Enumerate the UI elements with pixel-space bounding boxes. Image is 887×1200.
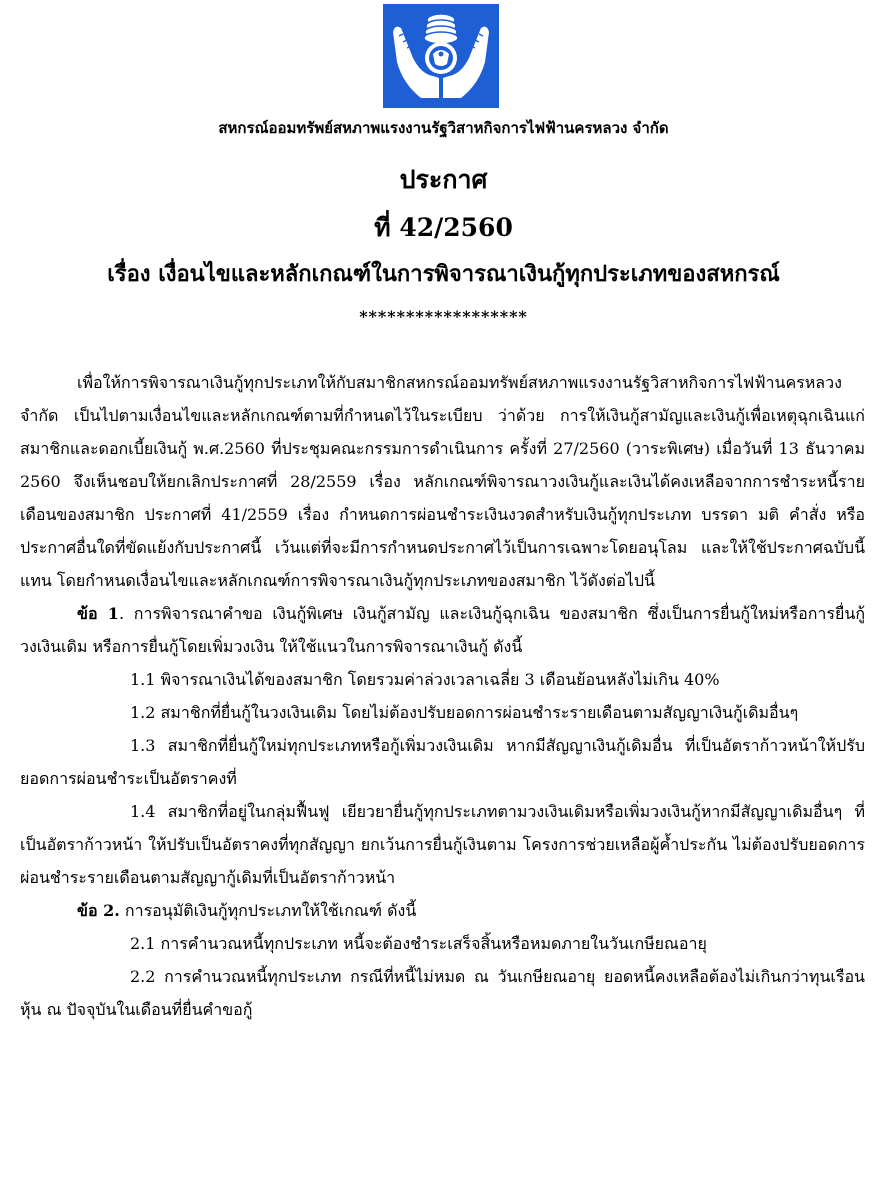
intro-paragraph: เพื่อให้การพิจารณาเงินกู้ทุกประเภทให้กับสมาชิกสหกรณ์ออมทรัพย์สหภาพแรงงานรัฐวิสาหกิจการไฟฟ้านครหลวง จำกัด เป็นไปตามเงื่อนไขและหลักเกณฑ์ตามที่กำหนดไว้ในระเบียบ ว่าด้วย การให้เงินกู้สามัญและเงินกู้เพื่อเหตุฉุกเฉินแก่สมาชิกและดอกเบี้ยเงินกู้ พ.ศ.2560 ที่ประชุมคณะกรรมการดำเนินการ ครั้งที่ 27/2560 (วาระพิเศษ) เมื่อวันที่ 13 ธันวาคม 2560 จึงเห็นชอบให้ยกเลิกประกาศที่ 28/2559 เรื่อง หลักเกณฑ์พิจารณาวงเงินกู้และเงินได้คงเหลือจากการชำระหนี้รายเดือนของสมาชิก ประกาศที่ 41/2559 เรื่อง กำหนดการผ่อนชำระเงินงวดสำหรับเงินกู้ทุกประเภท บรรดา มติ คำสั่ง หรือประกาศอื่นใดที่ขัดแย้งกับประกาศนี้ เว้นแต่ที่จะมีการกำหนดประกาศไว้เป็นการเฉพาะโดยอนุโลม และให้ใช้ประกาศฉบับนี้แทน โดยกำหนดเงื่อนไขและหลักเกณฑ์การพิจารณาเงินกู้ทุกประเภทของสมาชิก ไว้ดังต่อไปนี้	[20, 373, 865, 590]
clause-1-text: . การพิจารณาคำขอ เงินกู้พิเศษ เงินกู้สามัญ และเงินกู้ฉุกเฉิน ของสมาชิก ซึ่งเป็นการยื่นกู้ใหม่หรือการยื่นกู้วงเงินเดิม หรือการยื่นกู้โดยเพิ่มวงเงิน ให้ใช้แนวในการพิจารณาเงินกู้ ดังนี้	[20, 604, 866, 656]
clause-1-item: 1.4 สมาชิกที่อยู่ในกลุ่มฟื้นฟู เยียวยายื่นกู้ทุกประเภทตามวงเงินเดิมหรือเพิ่มวงเงินกู้หากมีสัญญาเดิมอื่นๆ ที่เป็นอัตราก้าวหน้า ให้ปรับเป็นอัตราคงที่ทุกสัญญา ยกเว้นการยื่นกู้เงินตาม โครงการช่วยเหลือผู้ค้ำประกัน ไม่ต้องปรับยอดการผ่อนชำระรายเดือนตามสัญญากู้เดิมที่เป็นอัตราก้าวหน้า	[20, 802, 865, 887]
clause-1-item: 1.1 พิจารณาเงินได้ของสมาชิก โดยรวมค่าล่วงเวลาเฉลี่ย 3 เดือนย้อนหลังไม่เกิน 40%	[130, 670, 720, 689]
clause-1-item: 1.3 สมาชิกที่ยื่นกู้ใหม่ทุกประเภทหรือกู้เพิ่มวงเงินเดิม หากมีสัญญาเงินกู้เดิมอื่น ที่เป็นอัตราก้าวหน้าให้ปรับยอดการผ่อนชำระเป็นอัตราคงที่	[20, 736, 865, 788]
clause-2-text: การอนุมัติเงินกู้ทุกประเภทให้ใช้เกณฑ์ ดังนี้	[119, 901, 417, 920]
announcement-subject: เรื่อง เงื่อนไขและหลักเกณฑ์ในการพิจารณาเงินกู้ทุกประเภทของสหกรณ์	[107, 261, 780, 287]
clause-1-label: ข้อ 1	[77, 604, 119, 623]
announcement-number: ที่ 42/2560	[374, 213, 513, 242]
announcement-title: ประกาศ	[399, 165, 488, 194]
clause-1	[20, 597, 865, 663]
separator: ******************	[359, 307, 528, 326]
clause-2-item: 2.2 การคำนวณหนี้ทุกประเภท กรณีที่หนี้ไม่หมด ณ วันเกษียณอายุ ยอดหนี้คงเหลือต้องไม่เกินกว่าทุนเรือนหุ้น ณ ปัจจุบันในเดือนที่ยื่นคำขอกู้	[20, 967, 865, 1019]
document-body	[20, 366, 865, 1026]
cooperative-logo	[381, 2, 501, 110]
clause-2-label: ข้อ 2.	[77, 901, 120, 920]
organization-name: สหกรณ์ออมทรัพย์สหภาพแรงงานรัฐวิสาหกิจการไฟฟ้านครหลวง จำกัด	[218, 119, 669, 137]
clause-1-item: 1.2 สมาชิกที่ยื่นกู้ในวงเงินเดิม โดยไม่ต้องปรับยอดการผ่อนชำระรายเดือนตามสัญญาเงินกู้เดิมอื่นๆ	[130, 703, 799, 722]
clause-2	[20, 894, 865, 927]
clause-2-item: 2.1 การคำนวณหนี้ทุกประเภท หนี้จะต้องชำระเสร็จสิ้นหรือหมดภายในวันเกษียณอายุ	[130, 934, 707, 953]
